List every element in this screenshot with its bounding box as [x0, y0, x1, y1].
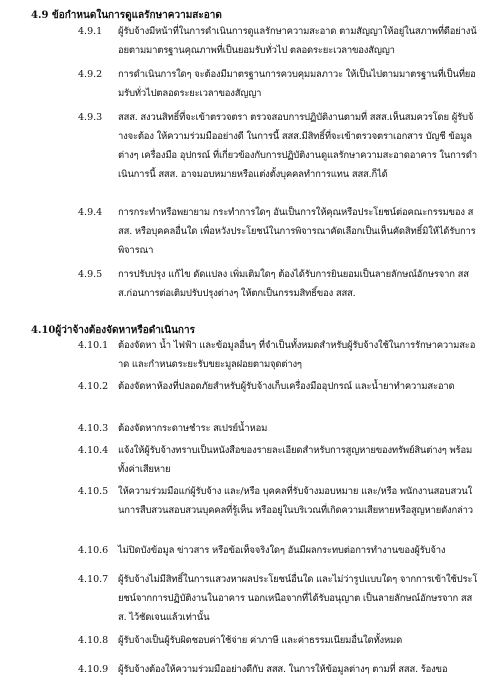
clause-number: 4.9.3 [78, 112, 103, 123]
clause-text: สสส. สงวนสิทธิ์ที่จะเข้าตรวจตรา ตรวจสอบการปฏิบัติงานตามที่ สสส.เห็นสมควรโดย ผู้รับจ้างจะต้อง ให้ความร่วมมืออย่างดี ในการนี้ สสส.มีสิทธิ์ที่จะเข้าตรวจตราเอกสาร บัญชี ข้อมูล ต่างๆ เครื่องมือ อุปกรณ์ ที่เกี่ยวข้องกับการปฏิบัติงานดูแลรักษาความสะอาดอาคาร ในการดำเนินการนี้ สสส. อาจมอบหมายหรือแต่งตั้งบุคคลทำการแทน สสส.ก็ได้ [118, 112, 478, 180]
clause-text: ผู้รับจ้างต้องให้ความร่วมมืออย่างดีกับ สสส. ในการให้ข้อมูลต่างๆ ตามที่ สสส. ร้องขอ [118, 664, 448, 675]
clause-text: ต้องจัดหากระดาษชำระ สเปรย์น้ำหอม [118, 423, 268, 434]
clause-text: ผู้รับจ้างมีหน้าที่ในการดำเนินการดูแลรักษาความสะอาด ตามสัญญาให้อยู่ในสภาพที่ดีอย่างน้อยตามมาตรฐานคุณภาพที่เป็นยอมรับทั่วไป ตลอดระยะเวลาของสัญญา [118, 26, 477, 56]
clause-text: ต้องจัดหาห้องที่ปลอดภัยสำหรับผู้รับจ้างเก็บเครื่องมืออุปกรณ์ และน้ำยาทำความสะอาด [118, 381, 455, 392]
clause-number: 4.10.7 [78, 574, 109, 585]
clause-text: ผู้รับจ้างเป็นผู้รับผิดชอบค่าใช้จ่าย ค่าภาษี และค่าธรรมเนียมอื่นใดทั้งหมด [118, 635, 403, 646]
clause-number: 4.10.3 [78, 423, 109, 434]
clause-text: การปรับปรุง แก้ไข ดัดแปลง เพิ่มเติมใดๆ ต้องได้รับการยินยอมเป็นลายลักษณ์อักษรจาก สสส.ก่อนการต่อเติมปรับปรุงต่างๆ ให้ตกเป็นกรรมสิทธิ์ของ สสส. [118, 269, 469, 299]
clause-number: 4.10.4 [78, 445, 109, 456]
clause-number: 4.9.1 [78, 26, 103, 37]
clause-text: ต้องจัดหา น้ำ ไฟฟ้า และข้อมูลอื่นๆ ที่จำเป็นทั้งหมดสำหรับผู้รับจ้างใช้ในการรักษาความสะอาด และกำหนดระยะรับขยะมูลฝอยตามจุดต่างๆ [118, 340, 476, 370]
clause-number: 4.10.1 [78, 340, 109, 351]
section-heading-4-9: 4.9 ข้อกำหนดในการดูแลรักษาความสะอาด [31, 10, 222, 21]
clause-text: ไม่ปิดบังข้อมูล ข่าวสาร หรือข้อเท็จจริงใดๆ อันมีผลกระทบต่อการทำงานของผู้รับจ้าง [118, 545, 446, 556]
clause-text: การกระทำหรือพยายาม กระทำการใดๆ อันเป็นการให้คุณหรือประโยชน์ต่อคณะกรรมของ สสส. หรือบุคคลอื่นใด เพื่อหวังประโยชน์ในการพิจารณาคัดเลือกเป็นเห็นคัดสิทธิ์มิให้ได้รับการพิจารณา [118, 207, 476, 256]
clause-text: การดำเนินการใดๆ จะต้องมีมาตรฐานการควบคุมมลภาวะ ให้เป็นไปตามมาตรฐานที่เป็นที่ยอมรับทั่วไปตลอดระยะเวลาของสัญญา [118, 69, 476, 99]
clause-number: 4.10.6 [78, 545, 109, 556]
clause-number: 4.10.8 [78, 635, 109, 646]
clause-text: ให้ความร่วมมือแก่ผู้รับจ้าง และ/หรือ บุคคลที่รับจ้างมอบหมาย และ/หรือ พนักงานสอบสวนในการสืบสวนสอบสวนบุคคลที่รู้เห็น หรืออยู่ในบริเวณที่เกิดความเสียหายหรือสูญหายดังกล่าว [118, 486, 473, 516]
section-heading-4-10: 4.10ผู้ว่าจ้างต้องจัดหาหรือดำเนินการ [31, 325, 195, 336]
clause-text: ผู้รับจ้างไม่มีสิทธิ์ในการแสวงหาผลประโยชน์อื่นใด และไม่ว่ารูปแบบใดๆ จากการเข้าใช้ประโยชน์จากการปฏิบัติงานในอาคาร นอกเหนือจากที่ได้รับอนุญาต เป็นลายลักษณ์อักษรจาก สสส. ไว้ชัดเจนแล้วเท่านั้น [118, 574, 478, 623]
clause-number: 4.9.2 [78, 69, 103, 80]
clause-number: 4.10.9 [78, 664, 109, 675]
clause-text: แจ้งให้ผู้รับจ้างทราบเป็นหนังสือของรายละเอียดสำหรับการสูญหายของทรัพย์สินต่างๆ พร้อมทั้งค่าเสียหาย [118, 445, 473, 475]
clause-number: 4.10.2 [78, 381, 109, 392]
clause-number: 4.9.4 [78, 207, 103, 218]
clause-number: 4.9.5 [78, 269, 103, 280]
clause-number: 4.10.5 [78, 486, 109, 497]
